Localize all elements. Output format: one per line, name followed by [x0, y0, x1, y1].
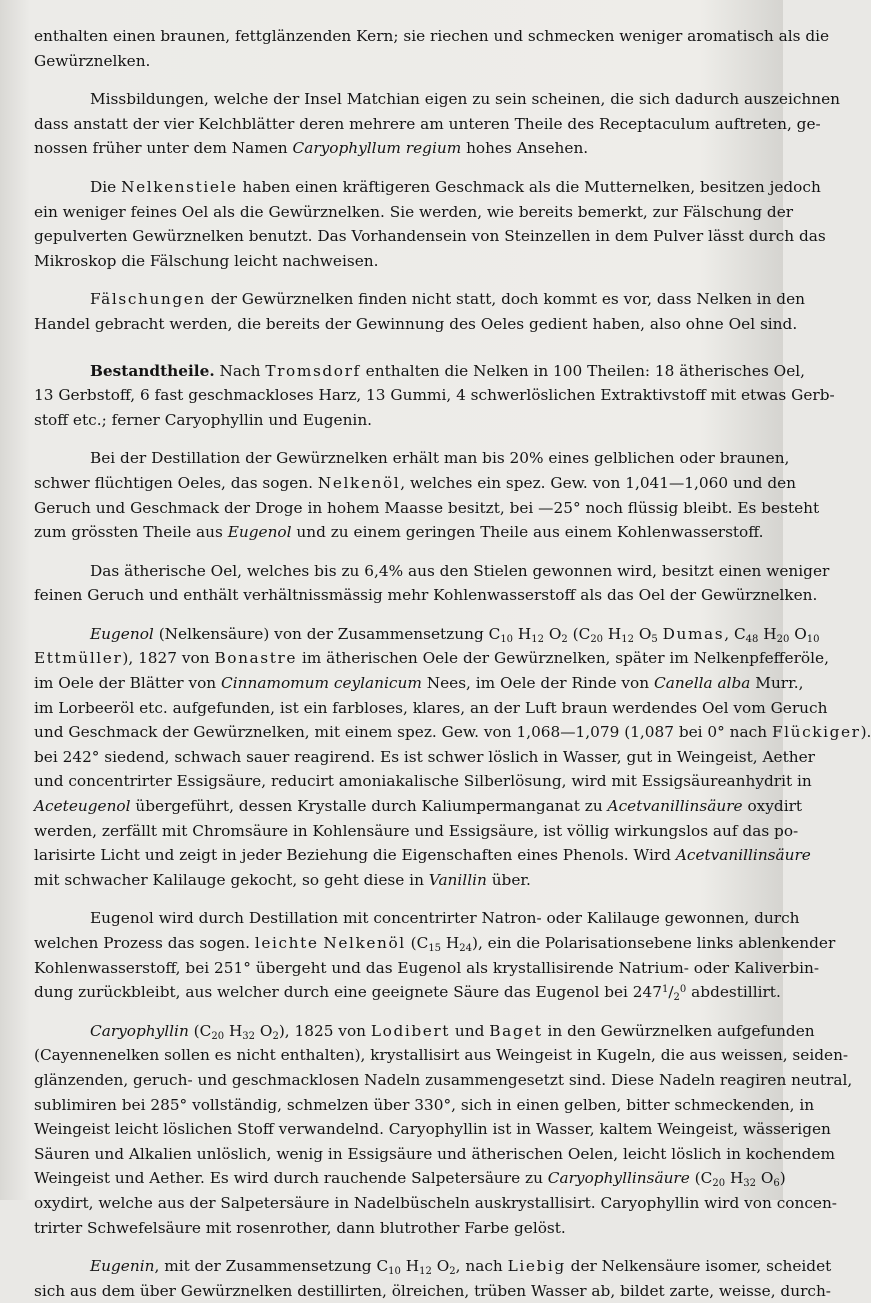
paragraph-p9	[34, 906, 836, 1004]
text-line: oxydirt, welche aus der Salpetersäure in Nadelbüscheln auskrystallisirt. Caryophyllin wird von concen-	[34, 1193, 837, 1212]
text-line: Fälschungen der Gewürznelken finden nicht statt, doch kommt es vor, dass Nelken in den	[90, 290, 805, 309]
text-line: trirter Schwefelsäure mit rosenrother, dann blutrother Farbe gelöst.	[34, 1218, 566, 1237]
text-line: glänzenden, geruch- und geschmacklosen Nadeln zusammengesetzt sind. Diese Nadeln reagiren neutral,	[34, 1070, 853, 1089]
text-line: enthalten einen braunen, fettglänzenden Kern; sie riechen und schmecken weniger aromatisch als die	[34, 27, 830, 45]
text-line: zum grössten Theile aus Eugenol und zu einem geringen Theile aus einem Kohlenwasserstoff.	[34, 523, 764, 542]
paragraph-p8	[34, 622, 871, 893]
text-line: Handel gebracht werden, die bereits der Gewinnung des Oeles gedient haben, also ohne Oel sind.	[34, 314, 798, 333]
text-line: dung zurückbleibt, aus welcher durch eine geeignete Säure das Eugenol bei $247^1/_2^0$ abdestillirt.	[34, 983, 781, 1004]
text-line: feinen Geruch und enthält verhältnissmässig mehr Kohlenwasserstoff als das Oel der Gewürznelken.	[34, 586, 818, 605]
text-line: Das ätherische Oel, welches bis zu 6,4% aus den Stielen gewonnen wird, besitzt einen weniger	[90, 561, 830, 580]
text-line: mit schwacher Kalilauge gekocht, so geht diese in Vanillin über.	[34, 870, 531, 889]
text-line: Aceteugenol übergeführt, dessen Krystalle durch Kaliumpermanganat zu Acetvanillinsäure oxydirt	[34, 797, 803, 816]
text-line: Die Nelkenstiele haben einen kräftigeren Geschmack als die Mutternelken, besitzen jedoch	[90, 177, 821, 196]
text-line: Bei der Destillation der Gewürznelken erhält man bis 20% eines gelblichen oder braunen,	[90, 449, 790, 468]
text-line: schwer flüchtigen Oeles, das sogen. Nelkenöl, welches ein spez. Gew. von 1,041—1,060 und den	[34, 473, 797, 492]
text-line: dass anstatt der vier Kelchblätter deren mehrere am unteren Theile des Receptaculum auftreten, ge-	[34, 114, 821, 133]
paragraph-p3	[34, 175, 826, 273]
text-line: Bestandtheile. Nach Tromsdorf enthalten die Nelken in 100 Theilen: 18 ätherisches Oel,	[90, 361, 806, 380]
text-line: nossen früher unter dem Namen Caryophyllum regium hohes Ansehen.	[34, 139, 589, 158]
text-line: Geruch und Geschmack der Droge in hohem Maasse besitzt, bei —25° noch flüssig bleibt. Es besteht	[34, 498, 820, 517]
text-line: welchen Prozess das sogen. leichte Nelkenöl ($C_{15}$ $H_{24}$), ein die Polarisationsebene links ablenkender	[34, 934, 836, 954]
text-line: Mikroskop die Fälschung leicht nachweisen.	[34, 251, 379, 270]
text-line: sublimiren bei 285° vollständig, schmelzen über 330°, sich in einen gelben, bitter schmeckenden, in	[34, 1095, 815, 1114]
text-line: Caryophyllin ($C_{20}$ $H_{32}$ $O_2$), 1825 von Lodibert und Baget in den Gewürznelken aufgefunden	[90, 1021, 815, 1042]
text-line: Eugenol wird durch Destillation mit concentrirter Natron- oder Kalilauge gewonnen, durch	[90, 909, 800, 928]
paragraph-p7	[34, 559, 830, 608]
text-line: gepulverten Gewürznelken benutzt. Das Vorhandensein von Steinzellen in dem Pulver lässt durch das	[34, 227, 826, 246]
text-line: Weingeist leicht löslichen Stoff verwandelnd. Caryophyllin ist in Wasser, kaltem Weingeist, wässerigen	[34, 1120, 831, 1139]
paragraph-p2	[34, 87, 841, 161]
text-line: larisirte Licht und zeigt in jeder Beziehung die Eigenschaften eines Phenols. Wird Acetvanillinsäure	[34, 846, 811, 865]
text-line: sich aus dem über Gewürznelken destillirten, ölreichen, trüben Wasser ab, bildet zarte, weisse, durch-	[34, 1281, 831, 1300]
text-line: und Geschmack der Gewürznelken, mit einem spez. Gew. von 1,068—1,079 (1,087 bei 0° nach Flückiger).	[34, 723, 871, 742]
text-line: stoff etc.; ferner Caryophyllin und Eugenin.	[34, 410, 373, 429]
text-line: 13 Gerbstoff, 6 fast geschmackloses Harz, 13 Gummi, 4 schwerlöslichen Extraktivstoff mit etwas Gerb-	[34, 386, 835, 405]
text-line: Eugenin, mit der Zusammensetzung $C_{10}$ $H_{12}$ $O_2$, nach Liebig der Nelkensäure isomer, scheidet	[90, 1257, 832, 1278]
text-line: Missbildungen, welche der Insel Matchian eigen zu sein scheinen, die sich dadurch auszeichnen	[90, 90, 841, 109]
paragraph-p4	[34, 287, 805, 336]
text-line: werden, zerfällt mit Chromsäure in Kohlensäure und Essigsäure, ist völlig wirkungslos auf das po-	[34, 821, 799, 840]
text-line: ein weniger feines Oel als die Gewürznelken. Sie werden, wie bereits bemerkt, zur Fälschung der	[34, 202, 794, 221]
paragraph-p1	[34, 24, 830, 73]
text-line: im Lorbeeröl etc. aufgefunden, ist ein farbloses, klares, an der Luft braun werdendes Oel vom Geruch	[34, 698, 828, 717]
text-line: Eugenol (Nelkensäure) von der Zusammensetzung $C_{10}$ $H_{12}$ $O_2$ ($C_{20}$ $H_{12}$ $O_5$ Dumas, $C_{48}$ $H_{20}$ $O_{10}$	[90, 624, 820, 645]
text-line: Gewürznelken.	[34, 51, 151, 70]
page-text	[34, 24, 871, 1303]
text-line: bei 242° siedend, schwach sauer reagirend. Es ist schwer löslich in Wasser, gut in Weingeist, Aether	[34, 747, 815, 766]
paragraph-p11	[34, 1254, 832, 1303]
text-line: Kohlenwasserstoff, bei 251° übergeht und das Eugenol als krystallisirende Natrium- oder Kaliverbin-	[34, 958, 820, 977]
text-line: Weingeist und Aether. Es wird durch rauchende Salpetersäure zu Caryophyllinsäure ($C_{20}$ $H_{32}$ $O_6$)	[34, 1169, 786, 1190]
text-line: (Cayennenelken sollen es nicht enthalten), krystallisirt aus Weingeist in Kugeln, die aus weissen, seiden-	[34, 1046, 849, 1065]
paragraph-p10	[34, 1019, 853, 1240]
text-line: und concentrirter Essigsäure, reducirt amoniakalische Silberlösung, wird mit Essigsäureanhydrit in	[34, 772, 812, 791]
text-line: im Oele der Blätter von Cinnamomum ceylanicum Nees, im Oele der Rinde von Canella alba Murr.,	[34, 674, 804, 693]
text-line: Säuren und Alkalien unlöslich, wenig in Essigsäure und ätherischen Oelen, leicht löslich in kochendem	[34, 1144, 836, 1163]
paragraph-p5	[34, 359, 835, 433]
text-line: Ettmüller), 1827 von Bonastre im ätherischen Oele der Gewürznelken, später im Nelkenpfefferöle,	[34, 649, 829, 668]
paragraph-p6	[34, 446, 820, 544]
